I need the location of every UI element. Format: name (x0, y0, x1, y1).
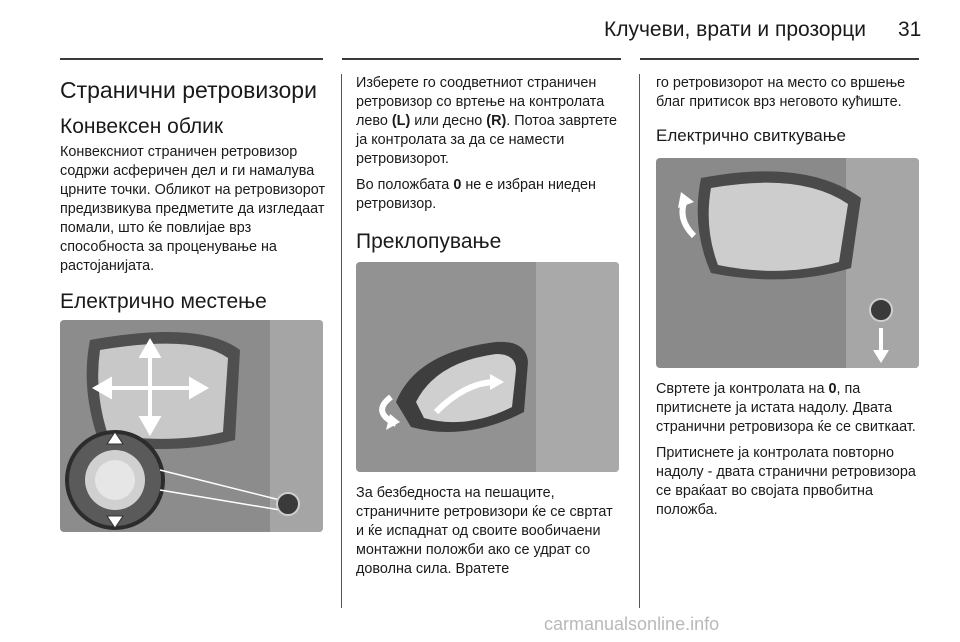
subsection-convex: Конвексен облик (60, 115, 224, 138)
column-2 (356, 74, 624, 586)
paragraph-reset-mirror: го ретровизорот на место со вршење благ притисок врз неговото кућиште. (656, 75, 906, 110)
section-title: Странични ретровизори (60, 77, 317, 103)
paragraph-select-mirror: Изберете го соодветниот страничен ретровизор со вртење на контролата лево (L) или десно (R). Потоа завртете ја контролата за да се намести ретровизорот. (356, 75, 618, 167)
mirror-electric-fold-photo (656, 158, 919, 368)
header-title: Клучеви, врати и прозорци (604, 18, 866, 41)
subsection-electric-adjust: Електрично местење (60, 290, 267, 313)
paragraph-fold-procedure: Свртете ја контролата на 0, па притиснете ја истата надолу. Двата странични ретровизора ќе се свиткаат. (656, 381, 916, 435)
column-divider-1 (341, 74, 342, 608)
page-number: 31 (898, 18, 922, 41)
header-rule-left (60, 58, 323, 60)
paragraph-pedestrian-safety: За безбедноста на пешаците, страничните ретровизори ќе се свртат и ќе испаднат од своите вообичаени монтажни положби ако се удрат со доволна сила. Вратете (356, 485, 613, 577)
column-3 (656, 74, 924, 527)
mirror-fold-photo (356, 262, 619, 472)
paragraph-convex: Конвексниот страничен ретровизор содржи асферичен дел и ги намалува црните точки. Обликот на ретровизорот предизвикува предметите да изгледаат помали, што ќе повлијае врз способноста за проценување на растојанијата. (60, 144, 326, 274)
column-1 (60, 74, 326, 544)
header-rule-right (640, 58, 919, 60)
page-header (0, 0, 960, 60)
paragraph-unfold-procedure: Притиснете ја контролата повторно надолу - двата странични ретровизора се враќаат во својата првобитна положба. (656, 445, 916, 518)
watermark: carmanualsonline.info (544, 614, 720, 634)
mirror-adjust-photo (60, 320, 323, 532)
paragraph-position-zero: Во положбата 0 не е избран ниеден ретровизор. (356, 177, 596, 212)
column-divider-2 (639, 74, 640, 608)
subsection-electric-folding: Електрично свиткување (656, 126, 847, 145)
header-rule-middle (342, 58, 621, 60)
subsection-folding: Преклопување (356, 230, 502, 253)
